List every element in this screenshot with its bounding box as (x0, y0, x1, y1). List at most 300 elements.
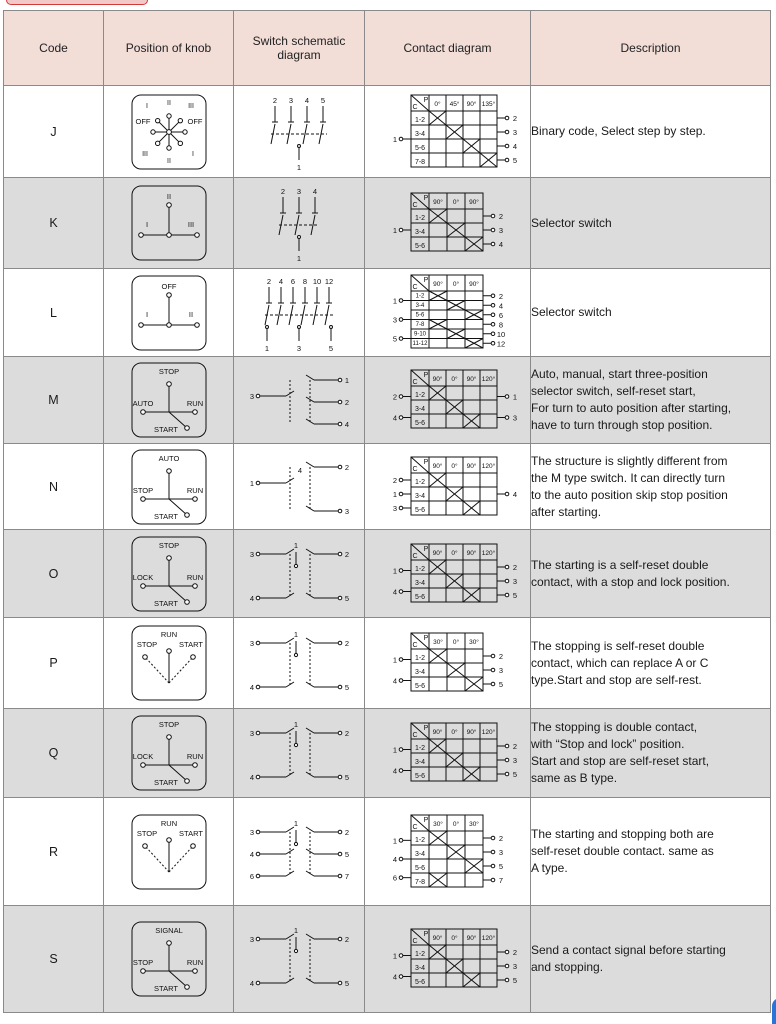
knob-label: I (191, 150, 194, 158)
terminal-label: 4 (249, 773, 255, 782)
contact-row-label: 3-4 (414, 130, 425, 138)
contact-row-label: 1-2 (414, 565, 425, 573)
code-cell: Q (4, 709, 104, 798)
contact-row-label: 5-6 (414, 773, 425, 780)
terminal-label: 3 (249, 639, 255, 648)
contact-cell (365, 530, 531, 618)
contact-header-label: P (423, 277, 428, 284)
description-cell (531, 444, 771, 530)
knob-diagram (129, 713, 209, 793)
terminal-label: 4 (297, 465, 303, 475)
knob-diagram (129, 623, 209, 703)
knob-label: STOP (158, 720, 179, 729)
contact-row-label: 5-6 (414, 593, 425, 601)
knob-label: OFF (187, 116, 202, 126)
angle-label: 30° (468, 639, 479, 646)
knob-label: I (145, 220, 148, 229)
terminal-label: 1 (392, 134, 397, 144)
description-line: The starting and stopping both are (531, 827, 714, 841)
switch-schematic-diagram (244, 534, 354, 614)
knob-label: STOP (132, 958, 153, 967)
angle-label: 0° (452, 281, 459, 288)
description-cell (531, 530, 771, 618)
terminal-label: 4 (249, 979, 255, 988)
contact-header-label: C (411, 938, 418, 945)
knob-label: STOP (136, 640, 157, 649)
code-cell: L (4, 269, 104, 357)
knob-cell (104, 357, 234, 444)
schematic-cell (234, 618, 365, 709)
contact-row-label: 3-4 (414, 850, 425, 858)
description-line: contact, which can replace A or C (531, 655, 709, 670)
contact-row-label: 3-4 (414, 229, 425, 236)
terminal-label: 1 (344, 376, 350, 385)
terminal-label: 5 (392, 334, 397, 344)
terminal-label: 4 (344, 420, 350, 429)
terminal-label: 5 (344, 683, 350, 692)
knob-label: AUTO (132, 399, 153, 408)
angle-label: 0° (450, 376, 458, 383)
description-line: Start and stop are self-reset start, (531, 754, 710, 768)
terminal-label: 7 (344, 871, 350, 881)
contact-header-label: C (411, 103, 418, 111)
terminal-label: 4 (249, 849, 255, 859)
terminal-label: 2 (344, 827, 350, 837)
contact-diagram (373, 538, 523, 610)
terminal-label: 1 (392, 566, 397, 575)
contact-row-label: 3-4 (415, 303, 424, 309)
knob-label: START (178, 640, 203, 649)
contact-row-label: 3-4 (414, 965, 425, 972)
terminal-label: 2 (392, 392, 397, 402)
contact-row-label: 1-2 (414, 392, 425, 399)
knob-label: II (166, 157, 171, 165)
angle-label: 90° (466, 549, 476, 557)
switch-schematic-diagram (244, 447, 354, 527)
switch-schematic-diagram (244, 812, 354, 892)
contact-row-label: 1-2 (414, 836, 425, 844)
terminal-label: 5 (512, 590, 517, 600)
knob-label: STOP (132, 485, 153, 495)
code-cell: N (4, 444, 104, 530)
contact-header-label: P (423, 372, 428, 379)
contact-row-label: 5-6 (414, 683, 425, 690)
terminal-label: 12 (496, 339, 505, 349)
contact-row-label: 1-2 (415, 293, 424, 300)
angle-label: 90° (468, 281, 479, 288)
contact-cell (365, 798, 531, 906)
terminal-label: 5 (498, 861, 503, 871)
schematic-cell (234, 798, 365, 906)
terminal-label: 2 (344, 639, 350, 648)
terminal-label: 6 (249, 871, 255, 881)
table-row (4, 357, 771, 444)
knob-diagram (129, 812, 209, 892)
contact-row-label: 3-4 (414, 669, 425, 676)
terminal-label: 5 (320, 95, 326, 105)
terminal-label: 2 (280, 187, 286, 196)
terminal-label: 3 (288, 95, 294, 105)
contact-row-label: 7-8 (414, 158, 425, 166)
terminal-label: 12 (324, 276, 334, 286)
description-line: with “Stop and lock” position. (531, 737, 685, 751)
knob-label: LOCK (132, 752, 153, 761)
schematic-cell (234, 86, 365, 178)
terminal-label: 3 (498, 666, 503, 675)
terminal-label: 6 (290, 276, 296, 286)
code-cell: S (4, 906, 104, 1013)
terminal-label: 1 (296, 162, 302, 172)
table-row (4, 906, 771, 1013)
terminal-label: 3 (249, 935, 255, 944)
angle-label: 45° (449, 100, 459, 108)
contact-row-label: 7-8 (415, 322, 424, 328)
contact-header-label: C (411, 552, 418, 560)
contact-row-label: 9-10 (413, 331, 426, 338)
knob-label: STOP (136, 828, 157, 838)
angle-label: 0° (452, 639, 459, 646)
angle-label: 30° (468, 820, 479, 828)
contact-row-label: 1-2 (414, 478, 425, 486)
contact-header-label: P (423, 96, 428, 104)
contact-row-label: 1-2 (414, 655, 425, 662)
angle-label: 90° (432, 729, 442, 736)
terminal-label: 4 (498, 240, 503, 249)
description-cell (531, 178, 771, 269)
table-row (4, 86, 771, 178)
knob-label: III (187, 220, 194, 229)
knob-label: OFF (135, 116, 150, 126)
terminal-label: 5 (344, 979, 350, 988)
table-row (4, 269, 771, 357)
description-line: Auto, manual, start three-position (531, 367, 708, 381)
contact-header-label: C (411, 732, 418, 739)
contact-diagram (373, 187, 523, 259)
terminal-label: 4 (392, 972, 397, 982)
knob-diagram (129, 360, 209, 440)
terminal-label: 4 (312, 187, 318, 196)
contact-row-label: 3-4 (414, 579, 425, 587)
terminal-label: 4 (392, 413, 397, 423)
header-switch (234, 11, 365, 86)
contact-cell (365, 444, 531, 530)
contact-cell (365, 906, 531, 1013)
terminal-label: 6 (392, 873, 397, 883)
terminal-label: 3 (512, 576, 517, 586)
description-line: to the auto position skip stop position (531, 487, 728, 502)
terminal-label: 10 (496, 329, 505, 339)
terminal-label: 1 (293, 630, 299, 639)
knob-label: START (153, 778, 178, 787)
terminal-label: 10 (312, 276, 322, 286)
description-line: same as B type. (531, 771, 618, 785)
contact-header-label: P (423, 725, 428, 732)
terminal-label: 5 (512, 770, 517, 779)
angle-label: 90° (432, 376, 442, 383)
description-cell (531, 618, 771, 709)
header-knob: Position of knob (104, 11, 234, 86)
contact-header-label: P (423, 458, 428, 466)
knob-label: III (141, 150, 148, 158)
schematic-cell (234, 357, 365, 444)
terminal-label: 5 (498, 680, 503, 689)
description-line: A type. (531, 861, 568, 875)
header-switch-line2: diagram (277, 48, 321, 62)
contact-row-label: 1-2 (414, 116, 425, 124)
terminal-label: 1 (392, 951, 397, 961)
contact-header-label: P (423, 195, 428, 202)
contact-diagram (373, 627, 523, 699)
contact-diagram (373, 923, 523, 995)
terminal-label: 4 (249, 593, 255, 603)
terminal-label: 5 (344, 773, 350, 782)
contact-header-label: P (423, 635, 428, 642)
description-line: and stopping. (531, 960, 604, 974)
description-line: have to turn through stop position. (531, 418, 713, 432)
terminal-label: 1 (392, 835, 397, 845)
knob-label: II (166, 99, 171, 107)
terminal-label: 2 (344, 729, 350, 738)
contact-diagram (373, 451, 523, 523)
terminal-label: 4 (278, 276, 284, 286)
knob-label: II (188, 309, 193, 319)
terminal-label: 1 (293, 540, 299, 550)
angle-label: 0° (450, 462, 458, 470)
terminal-label: 3 (249, 827, 255, 837)
contact-header-label: C (411, 284, 418, 291)
knob-label: START (153, 598, 178, 608)
knob-diagram (129, 273, 209, 353)
angle-label: 0° (450, 729, 458, 736)
terminal-label: 1 (392, 655, 397, 665)
knob-label: LOCK (132, 572, 153, 582)
terminal-label: 4 (249, 683, 255, 692)
angle-label: 135° (481, 100, 495, 108)
terminal-label: 2 (272, 95, 278, 105)
schematic-cell (234, 444, 365, 530)
angle-label: 90° (432, 281, 443, 288)
contact-header-label: P (423, 816, 428, 824)
contact-cell (365, 618, 531, 709)
switch-schematic-diagram (244, 183, 354, 263)
knob-label: III (187, 102, 194, 110)
knob-diagram (129, 919, 209, 999)
terminal-label: 1 (293, 926, 299, 935)
terminal-label: 4 (392, 766, 397, 776)
knob-label: SIGNAL (154, 926, 183, 935)
table-row (4, 798, 771, 906)
knob-label: RUN (186, 958, 203, 967)
knob-label: AUTO (158, 453, 179, 463)
switch-schematic-diagram (244, 273, 354, 353)
angle-label: 90° (432, 935, 442, 942)
contact-diagram (373, 364, 523, 436)
angle-label: 30° (432, 820, 443, 828)
schematic-cell (234, 178, 365, 269)
terminal-label: 2 (512, 948, 517, 957)
schematic-cell (234, 709, 365, 798)
terminal-label: 2 (498, 652, 503, 661)
knob-cell (104, 269, 234, 357)
knob-cell (104, 798, 234, 906)
contact-header-label: C (411, 642, 418, 649)
angle-label: 0° (452, 820, 459, 828)
terminal-label: 3 (249, 729, 255, 738)
terminal-label: 3 (512, 962, 517, 971)
terminal-label: 2 (344, 398, 350, 407)
knob-diagram (129, 534, 209, 614)
knob-label: RUN (160, 818, 177, 828)
description-line: Binary code, Select step by step. (531, 124, 706, 138)
knob-cell (104, 178, 234, 269)
terminal-label: 3 (392, 503, 397, 513)
schematic-cell (234, 269, 365, 357)
description-cell (531, 709, 771, 798)
terminal-label: 8 (302, 276, 308, 286)
knob-diagram (129, 92, 209, 172)
code-cell: R (4, 798, 104, 906)
description-line: Send a contact signal before starting (531, 943, 726, 957)
knob-cell (104, 618, 234, 709)
table-row (4, 618, 771, 709)
contact-diagram (373, 809, 523, 895)
knob-cell (104, 709, 234, 798)
terminal-label: 2 (498, 291, 503, 301)
angle-label: 90° (432, 462, 442, 470)
terminal-label: 3 (512, 756, 517, 765)
terminal-label: 3 (498, 226, 503, 235)
description-cell (531, 86, 771, 178)
code-cell: O (4, 530, 104, 618)
contact-row-label: 7-8 (414, 878, 425, 886)
angle-label: 120° (481, 549, 495, 557)
terminal-label: 8 (498, 320, 503, 330)
description-cell (531, 798, 771, 906)
terminal-label: 3 (498, 847, 503, 857)
terminal-label: 4 (304, 95, 310, 105)
description-line: after starting. (531, 504, 602, 519)
table-header-row (4, 11, 771, 86)
terminal-label: 1 (392, 745, 397, 755)
terminal-label: 4 (498, 301, 503, 311)
code-cell: M (4, 357, 104, 444)
terminal-label: 3 (344, 506, 350, 516)
contact-row-label: 11-12 (412, 341, 427, 347)
terminal-label: 2 (392, 475, 397, 485)
contact-cell (365, 86, 531, 178)
terminal-label: 2 (344, 549, 350, 559)
terminal-label: 3 (512, 127, 517, 137)
terminal-label: 1 (293, 720, 299, 729)
knob-label: STOP (158, 367, 179, 376)
terminal-label: 3 (296, 343, 302, 353)
description-line: The stopping is self-reset double (531, 638, 705, 653)
header-contact: Contact diagram (365, 11, 531, 86)
terminal-label: 4 (392, 854, 397, 864)
description-line: selector switch, self-reset start, (531, 384, 696, 398)
terminal-label: 2 (266, 276, 272, 286)
knob-label: I (145, 102, 148, 110)
terminal-label: 5 (512, 155, 517, 165)
terminal-label: 5 (512, 976, 517, 985)
contact-header-label: C (411, 202, 418, 209)
terminal-label: 3 (249, 549, 255, 559)
angle-label: 120° (481, 935, 495, 942)
angle-label: 120° (481, 376, 495, 383)
contact-row-label: 5-6 (414, 243, 425, 250)
contact-cell (365, 709, 531, 798)
angle-label: 120° (481, 729, 495, 736)
code-cell: K (4, 178, 104, 269)
terminal-label: 5 (344, 593, 350, 603)
contact-row-label: 5-6 (414, 864, 425, 872)
code-cell: P (4, 618, 104, 709)
knob-label: I (145, 309, 148, 319)
angle-label: 90° (466, 376, 476, 383)
contact-header-label: C (411, 823, 418, 831)
angle-label: 90° (466, 729, 476, 736)
contact-diagram (373, 717, 523, 789)
knob-label: II (166, 192, 171, 201)
knob-label: OFF (161, 281, 176, 291)
angle-label: 90° (432, 549, 442, 557)
schematic-cell (234, 906, 365, 1013)
angle-label: 0° (450, 935, 458, 942)
angle-label: 90° (466, 100, 476, 108)
terminal-label: 2 (512, 113, 517, 123)
contact-row-label: 5-6 (414, 979, 425, 986)
terminal-label: 2 (512, 742, 517, 751)
contact-row-label: 3-4 (414, 406, 425, 413)
description-line: For turn to auto position after starting, (531, 401, 732, 415)
table-row (4, 444, 771, 530)
knob-diagram (129, 447, 209, 527)
knob-label: RUN (186, 399, 203, 408)
knob-cell (104, 86, 234, 178)
knob-label: RUN (186, 572, 203, 582)
switch-schematic-diagram (244, 919, 354, 999)
contact-row-label: 1-2 (414, 951, 425, 958)
description-cell (531, 906, 771, 1013)
terminal-label: 3 (512, 413, 517, 423)
terminal-label: 5 (344, 849, 350, 859)
contact-cell (365, 269, 531, 357)
terminal-label: 2 (498, 212, 503, 221)
angle-label: 90° (466, 935, 476, 942)
terminal-label: 1 (293, 818, 299, 828)
knob-label: RUN (186, 485, 203, 495)
terminal-label: 5 (328, 343, 334, 353)
description-line: type.Start and stop are self-rest. (531, 672, 702, 687)
contact-header-label: P (423, 545, 428, 553)
header-switch-line1: Switch schematic (252, 34, 346, 48)
contact-row-label: 5-6 (414, 506, 425, 514)
angle-label: 0° (433, 100, 441, 108)
terminal-label: 7 (498, 875, 503, 885)
code-cell: J (4, 86, 104, 178)
knob-label: STOP (158, 540, 179, 550)
angle-label: 0° (452, 199, 459, 206)
contact-row-label: 3-4 (414, 492, 425, 500)
description-cell (531, 269, 771, 357)
switch-schematic-diagram (244, 360, 354, 440)
terminal-label: 2 (498, 833, 503, 843)
knob-diagram (129, 183, 209, 263)
top-tab-bar (0, 0, 776, 10)
angle-label: 120° (481, 462, 495, 470)
contact-header-label: C (411, 465, 418, 473)
knob-label: RUN (186, 752, 203, 761)
